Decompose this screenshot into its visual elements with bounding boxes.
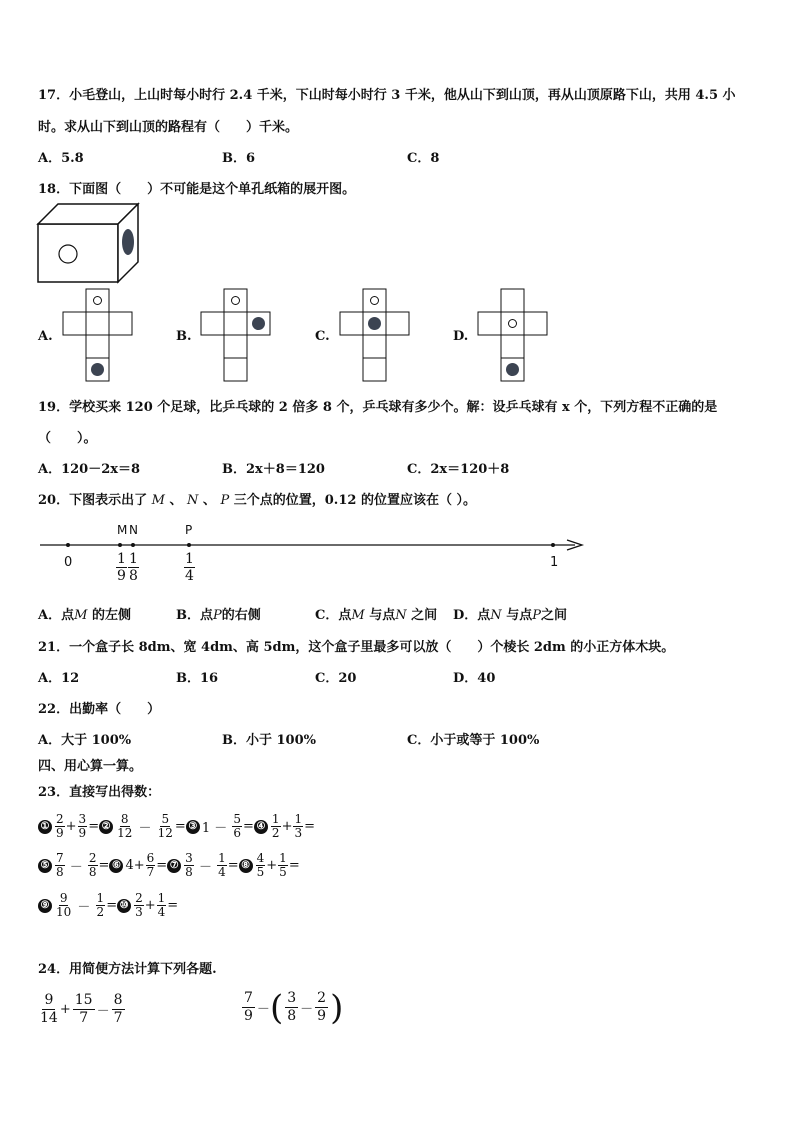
q20-n: N	[187, 493, 199, 508]
q19-line2: （ ）。	[38, 431, 97, 446]
axis-frac-1-4: $\frac{1}{4}$	[185, 551, 194, 584]
q17-option-a[interactable]: A．5.8	[38, 151, 84, 166]
axis-label-n: N	[129, 523, 138, 537]
q20-p: P	[220, 493, 230, 508]
q20-text	[38, 489, 476, 508]
q22-text: 22．出勤率（ ）	[38, 702, 161, 717]
q24-text: 24．用简便方法计算下列各题.	[38, 962, 217, 977]
q22-option-a[interactable]: A．大于 100%	[38, 733, 132, 748]
q21-option-b[interactable]: B．16	[176, 671, 219, 686]
q21-text: 21．一个盒子长 8dm、宽 4dm、高 5dm，这个盒子里最多可以放（ ）个棱长 2dm 的小正方体木块。	[38, 640, 675, 655]
q20-sep2: 、	[202, 493, 216, 508]
axis-zero: 0	[64, 555, 73, 570]
q18-label-d[interactable]: D.	[453, 329, 469, 344]
q23-row-2: ⑤ $\frac{7}{8}$ － $\frac{2}{8}$ = ⑥ 4+ $\frac{6}{7}$ = ⑦ $\frac{3}{8}$ － $\frac{1}{4}$ = ⑧ $\frac{4}{5}$ + $\frac{1}{5}$ =	[38, 852, 300, 879]
q19-option-c[interactable]: C．2x＝120＋8	[407, 462, 510, 477]
q18-text: 18．下面图（ ）不可能是这个单孔纸箱的展开图。	[38, 182, 356, 197]
q21-option-c[interactable]: C．20	[315, 671, 357, 686]
q20-option-c[interactable]: C．点M 与点N 之间	[315, 608, 438, 623]
q20-suffix: 三个点的位置，0.12 的位置应该在（ ）。	[233, 493, 476, 508]
axis-frac-1-9: $\frac{1}{9}$	[117, 551, 126, 584]
q20-option-b[interactable]: B．点P的右侧	[176, 608, 261, 623]
q21-option-a[interactable]: A．12	[38, 671, 80, 686]
q22-option-b[interactable]: B．小于 100%	[222, 733, 317, 748]
axis-frac-1-8: $\frac{1}{8}$	[129, 551, 138, 584]
q19-option-b[interactable]: B．2x＋8＝120	[222, 462, 325, 477]
q23-row-3: ⑨ $\frac{9}{10}$ － $\frac{1}{2}$ = ⑩ $\frac{2}{3}$ + $\frac{1}{4}$ =	[38, 892, 178, 919]
q22-option-c[interactable]: C．小于或等于 100%	[407, 733, 540, 748]
q17-option-b[interactable]: B．6	[222, 151, 256, 166]
q20-prefix: 20．下图表示出了	[38, 493, 148, 508]
q24-expr-1: 9 14 + 15 7 － 8 7	[40, 992, 123, 1026]
q18-label-c[interactable]: C.	[315, 329, 330, 344]
q23-row-1: ① $\frac{2}{9}$ + $\frac{3}{9}$ = ② $\frac{8}{12}$ － $\frac{5}{12}$ = ③ 1 － $\frac{5}{6}$ = ④ $\frac{1}{2}$ + $\frac{1}{3}$ =	[38, 813, 315, 840]
cube-figure	[36, 202, 126, 284]
axis-label-m: M	[117, 523, 128, 537]
q24-expr-2: 7 9 － ( 3 8 － 2 9 )	[244, 987, 344, 1028]
q20-m: M	[151, 493, 165, 508]
net-c	[339, 289, 411, 383]
q23-text: 23．直接写出得数：	[38, 785, 161, 800]
q19-option-a[interactable]: A．120－2x＝8	[38, 462, 141, 477]
q18-label-a[interactable]: A.	[38, 329, 53, 344]
q18-label-b[interactable]: B.	[176, 329, 192, 344]
q17-line1: 17．小毛登山，上山时每小时行 2.4 千米，下山时每小时行 3 千米，他从山下到山顶，再从山顶原路下山，共用 4.5 小	[38, 88, 736, 103]
q19-line1: 19．学校买来 120 个足球，比乒乓球的 2 倍多 8 个，乒乓球有多少个。解：设乒乓球有 x 个，下列方程不正确的是	[38, 400, 718, 415]
q20-sep1: 、	[169, 493, 183, 508]
net-b	[200, 289, 272, 383]
axis-label-p: P	[185, 523, 193, 537]
q20-option-d[interactable]: D．点N 与点P之间	[453, 608, 567, 623]
q17-option-c[interactable]: C．8	[407, 151, 440, 166]
net-a	[62, 289, 134, 383]
q20-option-a[interactable]: A．点M 的左侧	[38, 608, 131, 623]
section-4-heading: 四、用心算一算。	[38, 759, 143, 774]
q17-line2: 时。求从山下到山顶的路程有（ ）千米。	[38, 120, 299, 135]
q21-option-d[interactable]: D．40	[453, 671, 496, 686]
net-d	[477, 289, 549, 383]
axis-one: 1	[550, 555, 559, 570]
